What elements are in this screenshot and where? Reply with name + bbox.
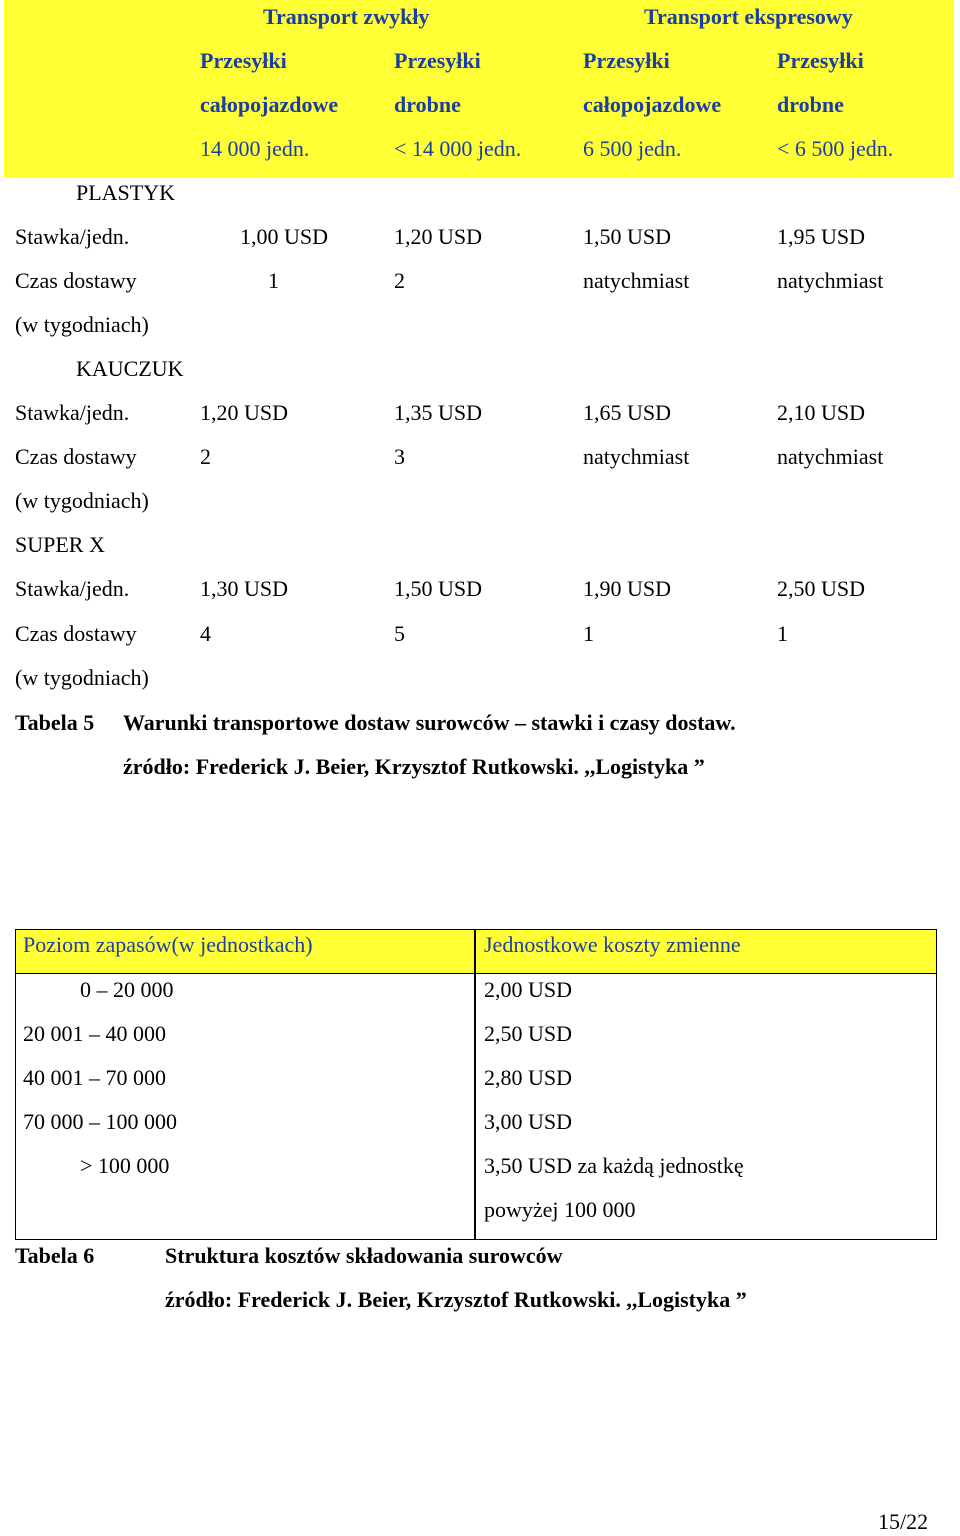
rate-cell: 1,95 USD [777,224,866,249]
col-header-3-line2: całopojazdowe [583,92,722,117]
table6-cost-cell-continued: powyżej 100 000 [484,1197,636,1222]
time-label: Czas dostawy [15,621,137,646]
material-name-kauczuk: KAUCZUK [76,356,184,381]
material-name-super-x: SUPER X [15,532,105,557]
table6-stock-cell: 70 000 – 100 000 [23,1109,177,1134]
table6-cost-cell: 3,00 USD [484,1109,573,1134]
rate-label: Stawka/jedn. [15,224,130,249]
table5-caption-label: Tabela 5 [15,710,95,735]
time-cell: 2 [200,444,211,469]
rate-cell: 1,50 USD [394,576,483,601]
time-label-unit: (w tygodniach) [15,488,149,513]
rate-cell: 1,30 USD [200,576,289,601]
material-name-plastyk: PLASTYK [76,180,176,205]
table6-caption-label: Tabela 6 [15,1243,95,1268]
rate-cell: 1,90 USD [583,576,672,601]
time-cell: natychmiast [777,444,884,469]
table5-caption-text: Warunki transportowe dostaw surowców – stawki i czasy dostaw. [123,710,736,735]
table6-source: źródło: Frederick J. Beier, Krzysztof Rutkowski. ,,Logistyka ” [165,1287,747,1312]
rate-cell: 2,50 USD [777,576,866,601]
rate-label: Stawka/jedn. [15,576,130,601]
col-header-2-line3: < 14 000 jedn. [394,136,522,161]
col-header-4-line2: drobne [777,92,844,117]
time-cell: 2 [394,268,405,293]
time-cell: natychmiast [583,444,690,469]
page-number: 15/22 [878,1509,929,1534]
time-label: Czas dostawy [15,444,137,469]
rate-cell: 1,20 USD [200,400,289,425]
table6-column-divider [474,929,476,1240]
time-cell: 1 [583,621,594,646]
time-cell: natychmiast [583,268,690,293]
col-header-1-line3: 14 000 jedn. [200,136,310,161]
table6-header-stock: Poziom zapasów(w jednostkach) [23,932,313,957]
col-header-2-line2: drobne [394,92,461,117]
group-header-regular: Transport zwykły [263,4,430,29]
rate-label: Stawka/jedn. [15,400,130,425]
rate-cell: 1,35 USD [394,400,483,425]
col-header-3-line1: Przesyłki [583,48,670,73]
col-header-1-line1: Przesyłki [200,48,287,73]
table6-cost-cell: 2,00 USD [484,977,573,1002]
col-header-3-line3: 6 500 jedn. [583,136,682,161]
col-header-2-line1: Przesyłki [394,48,481,73]
time-cell: 5 [394,621,405,646]
col-header-4-line3: < 6 500 jedn. [777,136,894,161]
table6-cost-cell: 2,50 USD [484,1021,573,1046]
table6-header-cost: Jednostkowe koszty zmienne [484,932,741,957]
time-cell: natychmiast [777,268,884,293]
table6-cost-cell: 3,50 USD za każdą jednostkę [484,1153,744,1178]
rate-cell: 1,65 USD [583,400,672,425]
time-label-unit: (w tygodniach) [15,665,149,690]
time-cell: 3 [394,444,405,469]
table6-stock-cell: 20 001 – 40 000 [23,1021,166,1046]
rate-cell: 1,50 USD [583,224,672,249]
group-header-express: Transport ekspresowy [644,4,853,29]
table6-stock-cell: 40 001 – 70 000 [23,1065,166,1090]
time-cell: 1 [777,621,788,646]
table6-stock-cell: > 100 000 [80,1153,170,1178]
col-header-1-line2: całopojazdowe [200,92,339,117]
table6-cost-cell: 2,80 USD [484,1065,573,1090]
col-header-4-line1: Przesyłki [777,48,864,73]
table6-stock-cell: 0 – 20 000 [80,977,174,1002]
time-label: Czas dostawy [15,268,137,293]
time-cell: 1 [268,268,279,293]
rate-cell: 2,10 USD [777,400,866,425]
time-label-unit: (w tygodniach) [15,312,149,337]
table5-source: źródło: Frederick J. Beier, Krzysztof Rutkowski. ,,Logistyka ” [123,754,705,779]
table6-caption-text: Struktura kosztów składowania surowców [165,1243,563,1268]
time-cell: 4 [200,621,211,646]
rate-cell: 1,00 USD [240,224,329,249]
rate-cell: 1,20 USD [394,224,483,249]
